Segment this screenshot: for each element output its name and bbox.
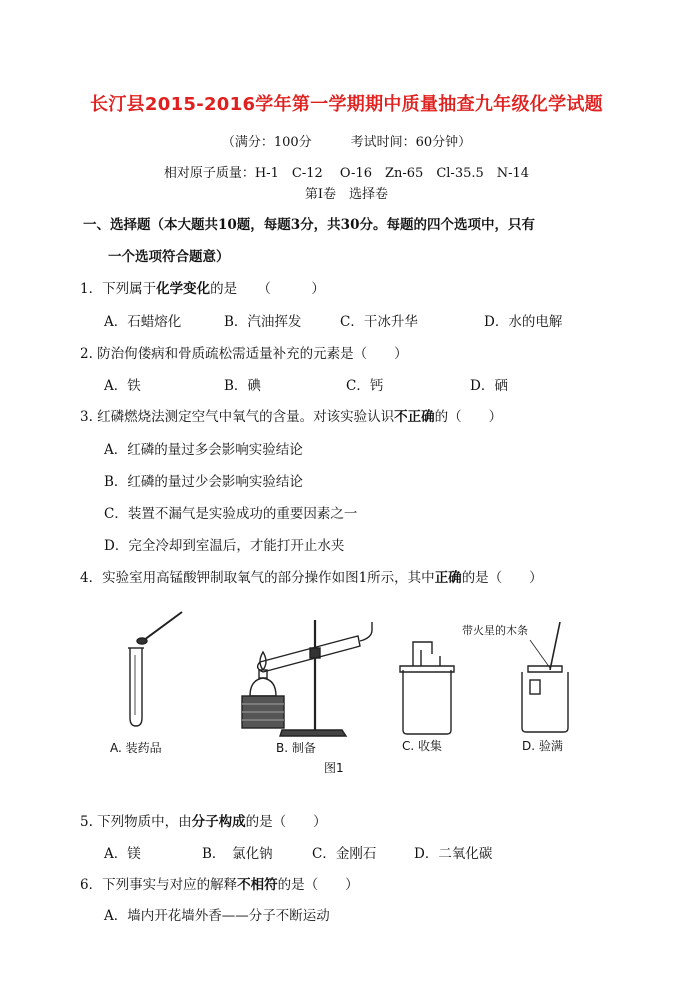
stem-text: 4．实验室用高锰酸钾制取氧气的部分操作如图1所示，其中 — [80, 570, 435, 586]
stem-text: 的（ ） — [434, 409, 503, 425]
stem-emphasis: 不正确 — [394, 409, 435, 425]
stem-emphasis: 分子构成 — [191, 814, 246, 830]
stem-emphasis: 正确 — [434, 570, 462, 586]
stem-text: 6．下列事实与对应的解释 — [80, 877, 238, 893]
figure-label-d: D. 验满 — [522, 739, 563, 753]
figure-label-c: C. 收集 — [402, 739, 443, 753]
q2-option-b: B．碘 — [224, 378, 261, 394]
q6-option-a: A．墙内开花墙外香——分子不断运动 — [104, 908, 330, 924]
q1-option-a: A．石蜡熔化 — [104, 314, 182, 330]
section-title: 第Ⅰ卷 选择卷 — [304, 187, 389, 202]
stem-text: 1．下列属于 — [80, 281, 157, 297]
question-3-stem — [80, 405, 502, 425]
spatula-icon — [137, 612, 182, 644]
q2-option-a: A．铁 — [104, 378, 141, 394]
gas-bottle-icon — [522, 666, 568, 732]
figure-annotation: 带火星的木条 — [462, 624, 528, 637]
exam-meta: （满分：100分 考试时间：60分钟） — [221, 135, 472, 150]
q3-option-a: A．红磷的量过多会影响实验结论 — [104, 442, 303, 458]
stem-text: 3. 红磷燃烧法测定空气中氧气的含量。对该实验认识 — [80, 409, 395, 425]
part-heading: 一、选择题（本大题共10题，每题3分，共30分。每题的四个选项中，只有 — [83, 217, 535, 233]
question-6-stem — [80, 873, 359, 893]
stem-text: 的是（ ） — [461, 570, 543, 586]
iron-stand-icon — [280, 620, 346, 736]
q3-option-c: C．装置不漏气是实验成功的重要因素之一 — [104, 506, 358, 522]
test-tube-icon — [128, 648, 144, 726]
part-heading-cont: 一个选项符合题意） — [108, 249, 230, 265]
figure-caption: 图1 — [324, 761, 344, 775]
q3-option-d: D．完全冷却到室温后，才能打开止水夹 — [104, 538, 345, 554]
figure-label-a: A. 装药品 — [110, 741, 162, 755]
stem-text: 的是（ ） — [277, 877, 359, 893]
q1-option-d: D．水的电解 — [484, 314, 563, 330]
stem-emphasis: 不相符 — [237, 877, 278, 893]
collection-bottle-icon — [400, 642, 454, 734]
q1-option-b: B．汽油挥发 — [224, 314, 302, 330]
q5-option-a: A．镁 — [104, 846, 141, 862]
atomic-masses: 相对原子质量：H-1 C-12 O-16 Zn-65 Cl-35.5 N-14 — [163, 166, 530, 181]
figure-1 — [110, 600, 590, 780]
q2-option-c: C．钙 — [346, 378, 384, 394]
stem-text: 的是（ ） — [245, 814, 327, 830]
question-1-stem — [80, 277, 325, 297]
lab-apparatus-illustration — [110, 600, 590, 780]
glowing-splint-icon — [530, 622, 560, 670]
q5-option-d: D．二氧化碳 — [414, 846, 493, 862]
exam-title: 长汀县2015-2016学年第一学期期中质量抽查九年级化学试题 — [90, 94, 603, 115]
stem-emphasis: 化学变化 — [156, 281, 211, 297]
question-5-stem — [80, 810, 327, 830]
stem-text: 的是 （ ） — [210, 281, 325, 297]
q2-option-d: D．硒 — [470, 378, 508, 394]
q1-option-c: C．干冰升华 — [340, 314, 418, 330]
q5-option-b: B． 氯化钠 — [202, 846, 273, 862]
figure-label-b: B. 制备 — [276, 741, 316, 755]
q5-option-c: C．金刚石 — [312, 846, 377, 862]
question-4-stem — [80, 566, 543, 586]
stem-text: 5. 下列物质中，由 — [80, 814, 192, 830]
wooden-block-icon — [242, 696, 284, 728]
question-2-stem: 2. 防治佝偻病和骨质疏松需适量补充的元素是（ ） — [80, 346, 408, 362]
q3-option-b: B．红磷的量过少会影响实验结论 — [104, 474, 303, 490]
